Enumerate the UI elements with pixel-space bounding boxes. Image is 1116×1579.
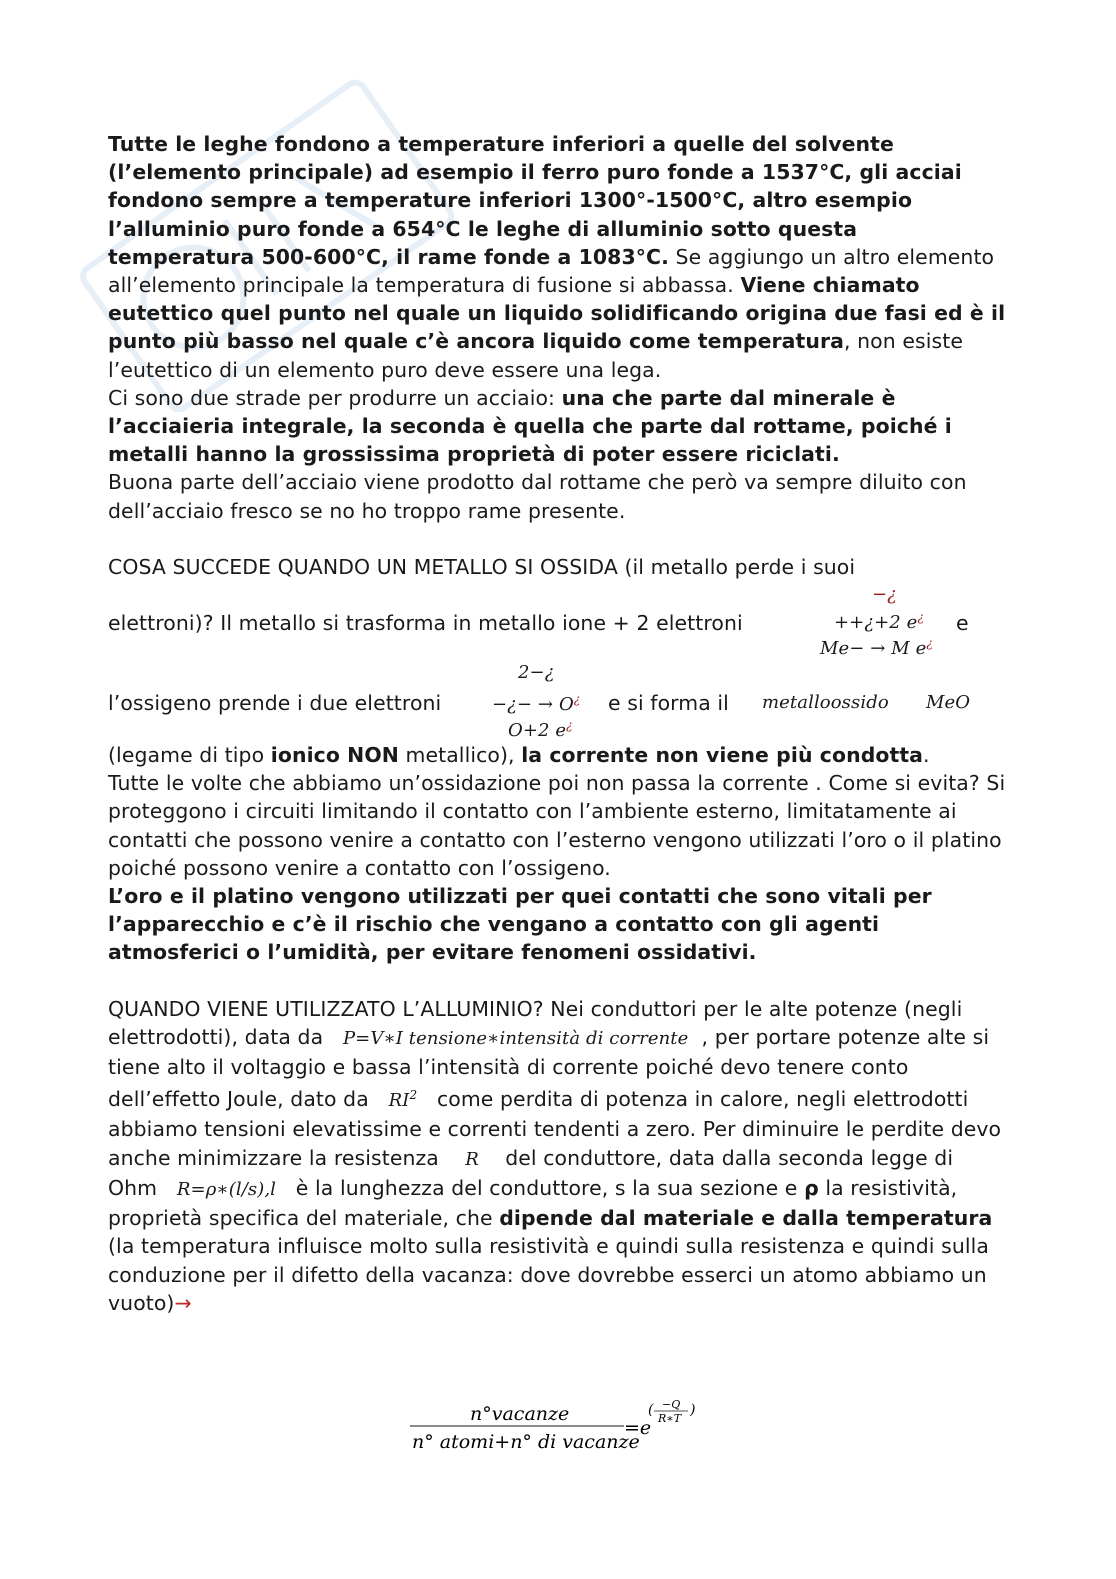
rho-symbol: ρ <box>804 1175 819 1200</box>
alloys-text-1: Se aggiungo un altro elemento all’elemento principale la temperatura di fusione si abbassa. <box>108 244 995 298</box>
formula-numerator: n°vacanze <box>470 1403 570 1425</box>
formula-equals-e: =e <box>624 1417 652 1439</box>
oxidation-heading: COSA SUCCEDE QUANDO UN METALLO SI OSSIDA (il metallo perde i suoi <box>108 554 856 579</box>
resistance-symbol: R <box>465 1148 479 1170</box>
oxidation-equation-line-2: l’ossigeno prende i due elettroni 2−¿ −¿− → O¿ O+2 e¿ e si forma il metalloossido MeO <box>108 662 971 742</box>
paragraph-steel-routes <box>108 384 1008 469</box>
alloys-bold-1: Tutte le leghe fondono a temperature inferiori a quelle del solvente (l’elemento principale) ad esempio il ferro puro fonde a 1537°C, gli acciai fondono sempre a temperature inferiori 1300°-1500°C, altro esempio l’alluminio puro fonde a 654°C le leghe di alluminio sotto questa temperatura 500-600°C, il rame fonde a 1083°C. <box>108 132 962 269</box>
paragraph-oxidation-protection: Tutte le volte che abbiamo un’ossidazione poi non passa la corrente . Come si evita? Si proteggono i circuiti limitando il contatto con l’ambiente esterno, limitatamente ai contatti che possono venire a contatto con l’esterno vengono utilizzati l’oro o il platino poiché possono venire a contatto con l’ossigeno. <box>108 771 1006 880</box>
oxide-text: e si forma il <box>608 691 729 716</box>
paragraph-alloys <box>108 130 1008 384</box>
oxidation-text-e: e <box>956 611 969 636</box>
steel-routes-text: Ci sono due strade per produrre un acciaio: <box>108 385 562 410</box>
document-body <box>108 130 1008 1317</box>
oxidation-equation-line-1: elettroni)? Il metallo si trasforma in metallo ione + 2 elettroni −¿ ++¿+2 e¿ Me− → M e¿ e <box>108 584 969 660</box>
ionic-bond-line: (legame di tipo ionico NON metallico), la corrente non viene più condotta. <box>108 743 930 768</box>
metal-oxide-term: metalloossido <box>762 692 889 714</box>
paragraph-scrap: Buona parte dell’acciaio viene prodotto dal rottame che però va sempre diluito con dell’acciaio fresco se no ho troppo rame presente. <box>108 470 967 523</box>
oxidation-text-electrons: elettroni)? Il metallo si trasforma in metallo ione + 2 elettroni <box>108 611 743 636</box>
ohm-law-formula: R=ρ∗(l/s),l <box>176 1178 277 1200</box>
eutectic-bold: Viene chiamato eutettico quel punto nel quale un liquido solidificando origina due fasi ed è il punto più basso nel quale c’è ancora liquido come temperatura <box>108 273 1006 354</box>
exponent-denominator: R∗T <box>658 1412 682 1425</box>
steel-routes-bold: una che parte dal minerale è l’acciaieria integrale, la seconda è quella che parte dal rottame, poiché i metalli hanno la grossissima proprietà di poter essere riciclati. <box>108 385 952 467</box>
exp-paren-open: ( <box>648 1402 654 1418</box>
eutectic-text: , non esiste l’eutettico di un elemento puro deve essere una lega. <box>108 329 963 382</box>
exp-paren-close: ) <box>690 1402 696 1418</box>
joule-formula: $RI^2$ <box>388 1088 418 1112</box>
power-formula: P=V∗I tensione∗intensità di corrente <box>342 1027 689 1049</box>
vacancy-formula-svg <box>410 1400 720 1460</box>
meo-term: MeO <box>926 692 971 714</box>
paragraph-gold-platinum: L’oro e il platino vengono utilizzati per quei contatti che sono vitali per l’apparecchio e c’è il rischio che vengano a contatto con gli agenti atmosferici o l’umidità, per evitare fenomeni ossidativi. <box>108 884 932 965</box>
oxygen-text: l’ossigeno prende i due elettroni <box>108 691 442 716</box>
exponent-numerator: −Q <box>662 1398 681 1411</box>
arrow-icon: → <box>174 1290 192 1315</box>
formula-denominator: n° atomi+n° di vacanze <box>412 1431 640 1453</box>
paragraph-aluminium: QUANDO VIENE UTILIZZATO L’ALLUMINIO? Nei conduttori per le alte potenze (negli elettrodotti), data da P=V∗I tensione∗intensità di corrente , per portare potenze alte si tiene alto il voltaggio e bassa l’intensità di corrente poiché devo tenere conto dell’effetto Joule, dato da $RI^2$ come perdita di potenza in calore, negli elettrodotti abbiamo tensioni elevatissime e correnti tendenti a zero. Per diminuire le perdite devo anche minimizzare la resistenza R del conduttore, data dalla seconda legge di Ohm R=ρ∗(l/s),l è la lunghezza del conduttore, s la sua sezione e ρ la resistività, proprietà specifica del materiale, che dipende dal materiale e dalla temperatura (la temperatura influisce molto sulla resistività e quindi sulla resistenza e quindi sulla conduzione per il difetto della vacanza: dove dovrebbe esserci un atomo abbiamo un vuoto)→ <box>108 996 1002 1315</box>
